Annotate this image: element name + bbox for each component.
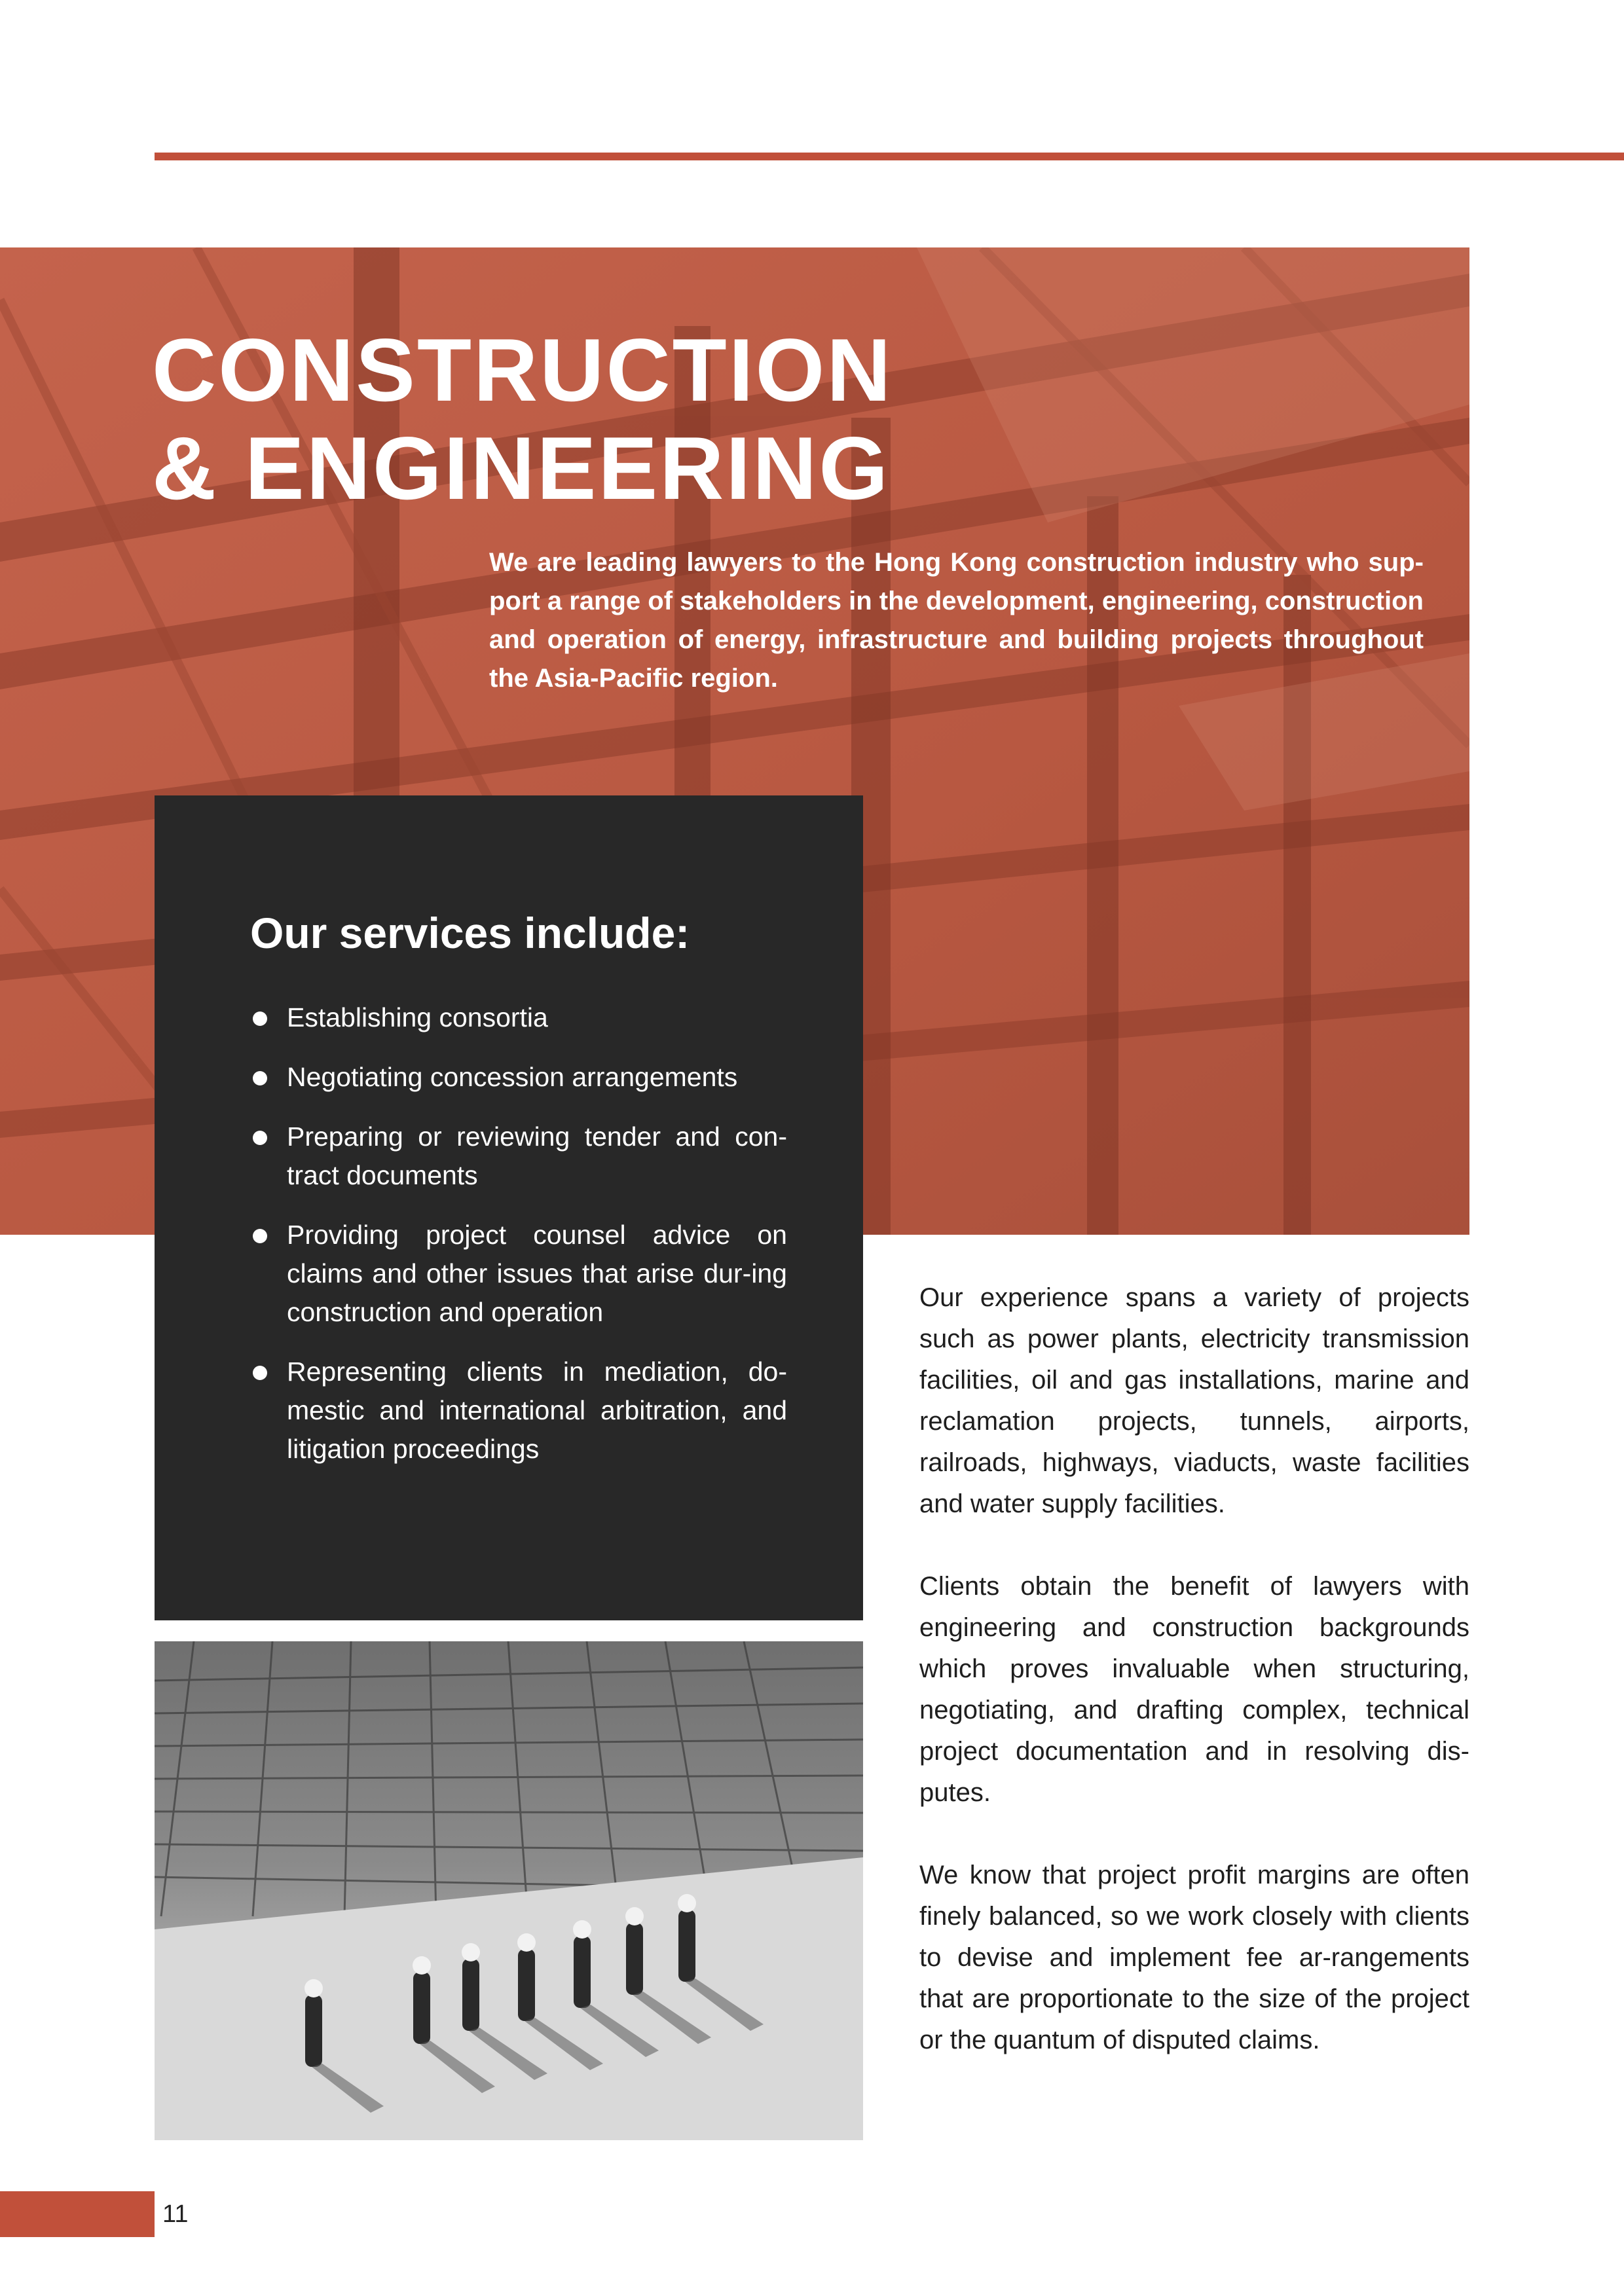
- title-line-2: & ENGINEERING: [152, 418, 891, 518]
- title-line-1: CONSTRUCTION: [152, 320, 893, 420]
- body-paragraph: Clients obtain the benefit of lawyers with engineering and construction backgrounds which proves invaluable when structuring, negotiating, and drafting complex, technical project documentation and in resolving dis-putes.: [919, 1572, 1469, 1807]
- service-item: [250, 1216, 787, 1332]
- service-item-text: Negotiating concession arrangements: [287, 1062, 738, 1092]
- top-accent-rule: [155, 153, 1624, 160]
- service-item: [250, 1058, 787, 1097]
- bullet-dot-icon: [253, 1131, 267, 1145]
- body-paragraph: We know that project profit margins are often finely balanced, so we work closely with clients to devise and implement fee ar-rangements that are proportionate to the size of the project or the quantum of disputed claims.: [919, 1861, 1469, 2054]
- bullet-dot-icon: [253, 1011, 267, 1026]
- body-paragraph: Our experience spans a variety of projects such as power plants, electricity transmission facilities, oil and gas installations, marine and reclamation projects, tunnels, airports, railroads, highways, viaducts, waste facilities and water supply facilities.: [919, 1283, 1469, 1518]
- construction-photo: [155, 1641, 863, 2140]
- services-panel: [155, 795, 863, 1620]
- services-heading: Our services include:: [250, 909, 690, 957]
- page-number: 11: [162, 2200, 189, 2228]
- body-text: [919, 1277, 1469, 2102]
- service-item-text: Preparing or reviewing tender and con-tract documents: [287, 1121, 787, 1190]
- service-item-text: Providing project counsel advice on claims and other issues that arise dur-ing construction and operation: [287, 1220, 787, 1327]
- service-item: [250, 998, 787, 1037]
- bullet-dot-icon: [253, 1366, 267, 1380]
- service-item-text: Representing clients in mediation, do-mestic and international arbitration, and litigation proceedings: [287, 1357, 787, 1464]
- construction-site-workers-image: [155, 1641, 863, 2140]
- bullet-dot-icon: [253, 1071, 267, 1085]
- services-list: [250, 998, 787, 1489]
- bullet-dot-icon: [253, 1229, 267, 1243]
- intro-paragraph: We are leading lawyers to the Hong Kong construction industry who sup-port a range of stakeholders in the development, engineering, construction and operation of energy, infrastructure and building projects throughout the Asia-Pacific region.: [489, 548, 1424, 693]
- service-item: [250, 1118, 787, 1195]
- page-title: [152, 321, 893, 517]
- service-item: [250, 1353, 787, 1468]
- footer-accent-bar: [0, 2191, 155, 2237]
- service-item-text: Establishing consortia: [287, 1002, 548, 1032]
